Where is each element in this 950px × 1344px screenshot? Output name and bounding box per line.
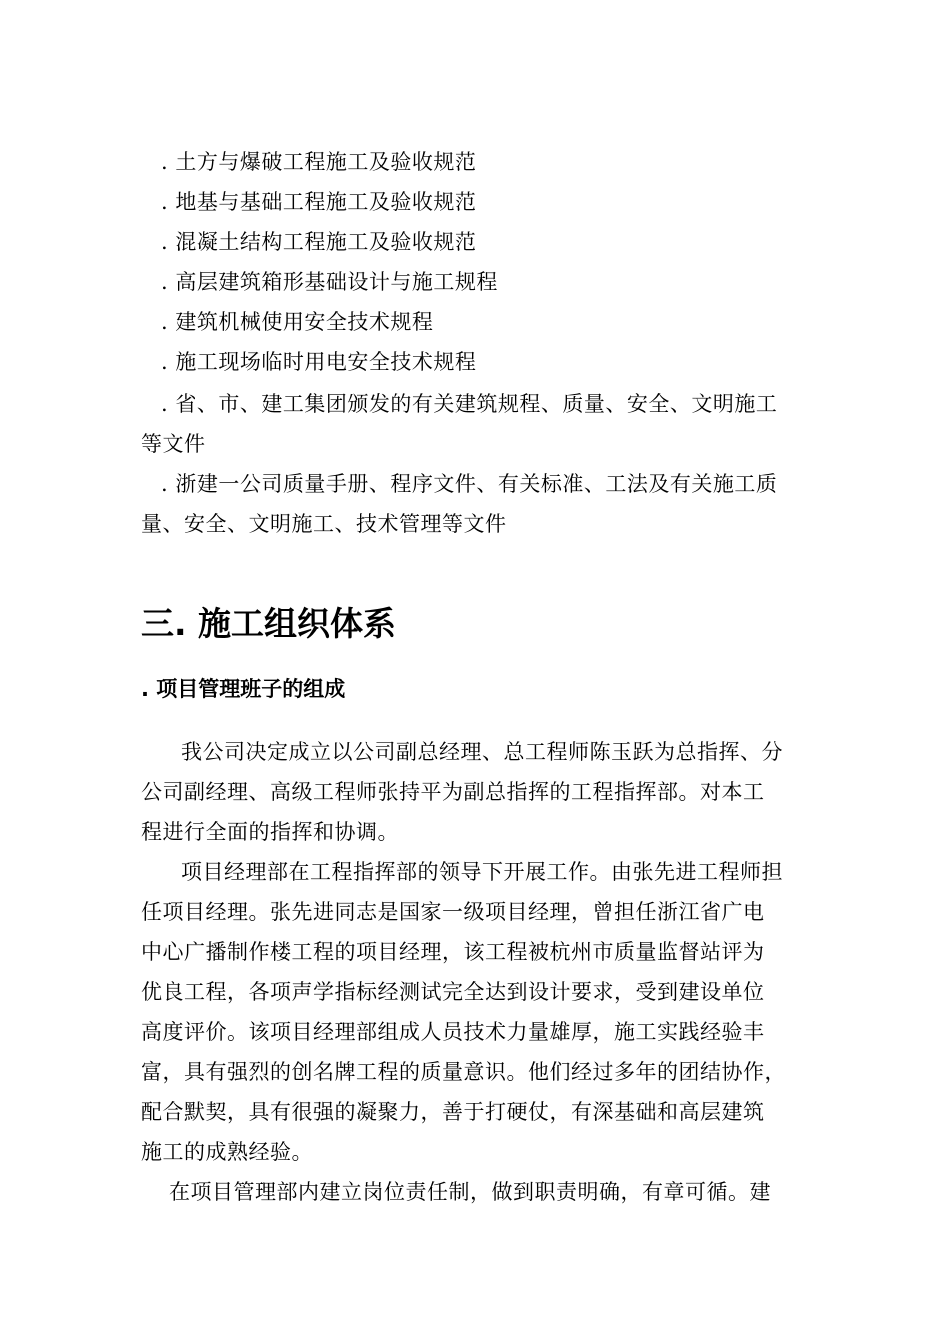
paragraph-line: 程进行全面的指挥和协调。	[141, 820, 399, 844]
reference-item: . 土方与爆破工程施工及验收规范	[161, 150, 477, 174]
reference-item: . 高层建筑箱形基础设计与施工规程	[161, 270, 498, 294]
reference-item: . 地基与基础工程施工及验收规范	[161, 190, 477, 214]
paragraph-line: 配合默契，具有很强的凝聚力，善于打硬仗，有深基础和高层建筑	[141, 1100, 765, 1124]
paragraph-line: 我公司决定成立以公司副总经理、总工程师陈玉跃为总指挥、分	[181, 740, 783, 764]
paragraph-line: 公司副经理、高级工程师张持平为副总指挥的工程指挥部。对本工	[141, 780, 765, 804]
paragraph-line: 项目经理部在工程指挥部的领导下开展工作。由张先进工程师担	[181, 860, 783, 884]
reference-item: . 浙建一公司质量手册、程序文件、有关标准、工法及有关施工质	[161, 472, 778, 496]
paragraph-line: 在项目管理部内建立岗位责任制，做到职责明确，有章可循。建	[169, 1180, 771, 1204]
reference-item: . 建筑机械使用安全技术规程	[161, 310, 434, 334]
paragraph-line: 施工的成熟经验。	[141, 1140, 313, 1164]
paragraph-line: 高度评价。该项目经理部组成人员技术力量雄厚，施工实践经验丰	[141, 1020, 765, 1044]
reference-item-continuation: 量、安全、文明施工、技术管理等文件	[141, 512, 507, 536]
paragraph-line: 优良工程，各项声学指标经测试完全达到设计要求，受到建设单位	[141, 980, 765, 1004]
reference-item: . 施工现场临时用电安全技术规程	[161, 350, 477, 374]
section-heading: 三. 施工组织体系	[141, 604, 397, 643]
paragraph-line: 任项目经理。张先进同志是国家一级项目经理，曾担任浙江省广电	[141, 900, 765, 924]
reference-item: . 省、市、建工集团颁发的有关建筑规程、质量、安全、文明施工	[161, 392, 778, 416]
reference-item: . 混凝土结构工程施工及验收规范	[161, 230, 477, 254]
paragraph-line: 富，具有强烈的创名牌工程的质量意识。他们经过多年的团结协作，	[141, 1060, 786, 1084]
paragraph-line: 中心广播制作楼工程的项目经理，该工程被杭州市质量监督站评为	[141, 940, 765, 964]
reference-item-continuation: 等文件	[141, 432, 206, 456]
subsection-heading: . 项目管理班子的组成	[141, 677, 346, 701]
